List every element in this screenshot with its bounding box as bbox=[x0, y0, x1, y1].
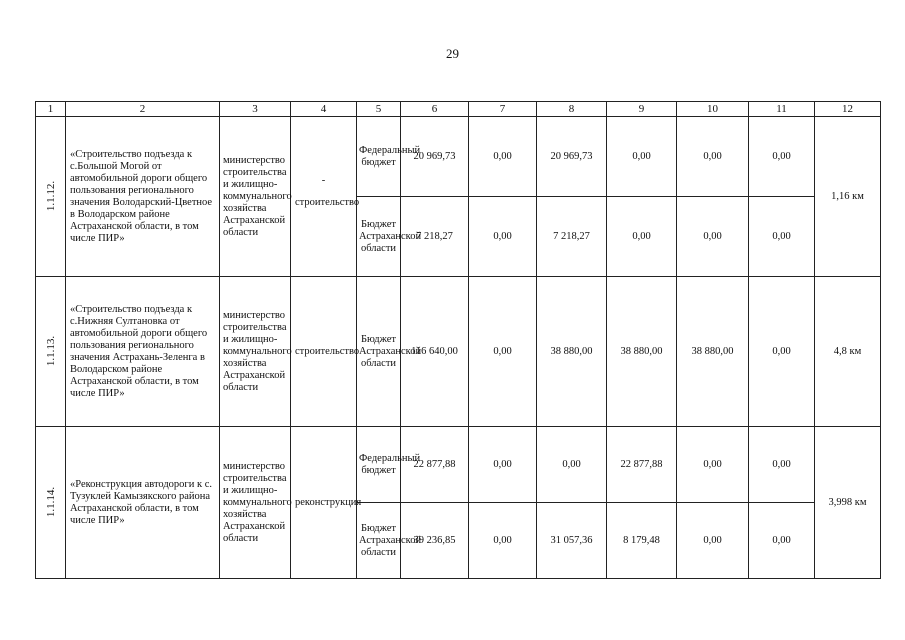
work-type: реконструкция bbox=[291, 427, 357, 579]
responsible-ministry: министерство строительства и жилищно-коммунального хозяйства Астраханской области bbox=[220, 277, 291, 427]
column-header: 9 bbox=[607, 102, 677, 117]
column-header: 11 bbox=[749, 102, 815, 117]
value-col11: 0,00 bbox=[749, 197, 815, 277]
project-name: «Строительство подъезда к с.Большой Могой от автомобильной дороги общего пользования регионального значения Володарский-Цветное в Володарском районе Астраханской области, в том числе ПИР» bbox=[66, 117, 220, 277]
header-row bbox=[36, 102, 881, 117]
value-col9: 0,00 bbox=[607, 197, 677, 277]
responsible-ministry: министерство строительства и жилищно-коммунального хозяйства Астраханской области bbox=[220, 117, 291, 277]
value-col7: 0,00 bbox=[469, 117, 537, 197]
column-header: 10 bbox=[677, 102, 749, 117]
value-col11: 0,00 bbox=[749, 277, 815, 427]
value-col8: 7 218,27 bbox=[537, 197, 607, 277]
value-col10: 0,00 bbox=[677, 117, 749, 197]
work-type: - строительство bbox=[291, 117, 357, 277]
column-header: 2 bbox=[66, 102, 220, 117]
work-type: строительство bbox=[291, 277, 357, 427]
value-col8: 0,00 bbox=[537, 427, 607, 503]
column-header: 3 bbox=[220, 102, 291, 117]
value-col7: 0,00 bbox=[469, 503, 537, 579]
table-row bbox=[36, 427, 881, 503]
value-col6: 116 640,00 bbox=[401, 277, 469, 427]
column-header: 12 bbox=[815, 102, 881, 117]
value-col9: 0,00 bbox=[607, 117, 677, 197]
value-col8: 31 057,36 bbox=[537, 503, 607, 579]
value-col6: 7 218,27 bbox=[401, 197, 469, 277]
value-col9: 8 179,48 bbox=[607, 503, 677, 579]
value-col7: 0,00 bbox=[469, 277, 537, 427]
value-col11: 0,00 bbox=[749, 503, 815, 579]
value-col8: 38 880,00 bbox=[537, 277, 607, 427]
responsible-ministry: министерство строительства и жилищно-коммунального хозяйства Астраханской области bbox=[220, 427, 291, 579]
result-value: 3,998 км bbox=[815, 427, 881, 579]
value-col6: 39 236,85 bbox=[401, 503, 469, 579]
table-row bbox=[36, 277, 881, 427]
funding-source: Бюджет Астраханской области bbox=[357, 503, 401, 579]
page-number: 29 bbox=[446, 46, 459, 61]
value-col11: 0,00 bbox=[749, 117, 815, 197]
column-header: 7 bbox=[469, 102, 537, 117]
value-col6: 22 877,88 bbox=[401, 427, 469, 503]
result-value: 4,8 км bbox=[815, 277, 881, 427]
result-value: 1,16 км bbox=[815, 117, 881, 277]
row-code: 1.1.13. bbox=[36, 277, 66, 427]
project-name: «Строительство подъезда к с.Нижняя Султановка от автомобильной дороги общего пользования регионального значения Астрахань-Зеленга в Володарском районе Астраханской области, в том числе ПИР» bbox=[66, 277, 220, 427]
column-header: 4 bbox=[291, 102, 357, 117]
value-col9: 38 880,00 bbox=[607, 277, 677, 427]
column-header: 8 bbox=[537, 102, 607, 117]
budget-table bbox=[35, 101, 881, 579]
value-col9: 22 877,88 bbox=[607, 427, 677, 503]
value-col10: 0,00 bbox=[677, 503, 749, 579]
value-col8: 20 969,73 bbox=[537, 117, 607, 197]
project-name: «Реконструкция автодороги к с. Тузуклей Камызякского района Астраханской области, в том числе ПИР» bbox=[66, 427, 220, 579]
value-col10: 38 880,00 bbox=[677, 277, 749, 427]
column-header: 5 bbox=[357, 102, 401, 117]
column-header: 6 bbox=[401, 102, 469, 117]
value-col11: 0,00 bbox=[749, 427, 815, 503]
value-col7: 0,00 bbox=[469, 427, 537, 503]
funding-source: Бюджет Астраханской области bbox=[357, 277, 401, 427]
work-type-mark: - bbox=[321, 174, 326, 186]
table-row bbox=[36, 117, 881, 197]
value-col6: 20 969,73 bbox=[401, 117, 469, 197]
funding-source: Бюджет Астраханской области bbox=[357, 197, 401, 277]
funding-source: Федеральный бюджет bbox=[357, 117, 401, 197]
column-header: 1 bbox=[36, 102, 66, 117]
value-col7: 0,00 bbox=[469, 197, 537, 277]
value-col10: 0,00 bbox=[677, 427, 749, 503]
value-col10: 0,00 bbox=[677, 197, 749, 277]
row-code: 1.1.14. bbox=[36, 427, 66, 579]
funding-source: Федеральный бюджет bbox=[357, 427, 401, 503]
row-code: 1.1.12. bbox=[36, 117, 66, 277]
